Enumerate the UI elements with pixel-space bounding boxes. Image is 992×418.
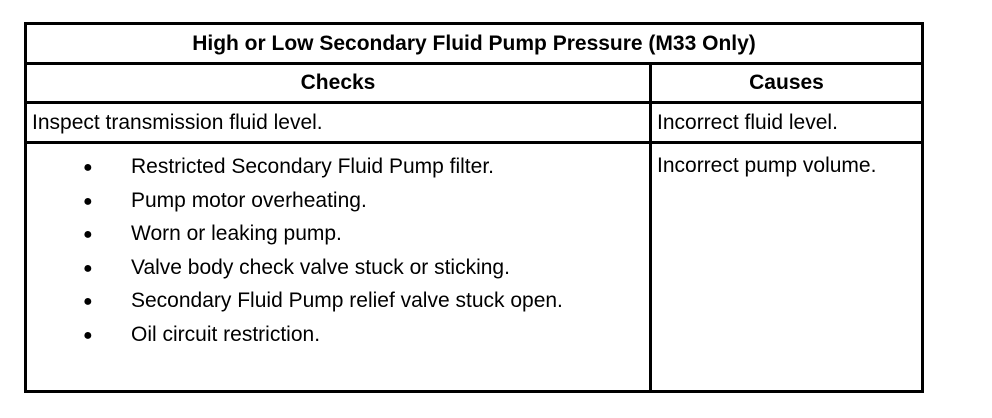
bullet-icon: ● [83, 159, 93, 176]
causes-header: Causes [749, 71, 824, 94]
bullet-icon: ● [83, 259, 93, 277]
table-row [27, 144, 921, 390]
cause-cell: Incorrect pump volume. [657, 154, 877, 177]
check-list [27, 156, 563, 357]
bullet-icon: ● [83, 326, 93, 344]
cause-cell: Incorrect fluid level. [657, 110, 838, 134]
bullet-icon: ● [83, 293, 93, 310]
list-item [27, 290, 563, 324]
check-cell: Inspect transmission fluid level. [27, 104, 652, 141]
list-item [27, 223, 563, 257]
checks-header: Checks [27, 65, 652, 101]
list-item-text: Pump motor overheating. [131, 188, 367, 212]
check-cell [27, 144, 652, 390]
header-row [27, 65, 921, 104]
list-item [27, 190, 563, 224]
list-item-text: Oil circuit restriction. [131, 322, 321, 346]
list-item-text: Restricted Secondary Fluid Pump filter. [131, 155, 494, 178]
diagnostic-table [24, 22, 924, 393]
list-item-text: Secondary Fluid Pump relief valve stuck open. [131, 289, 563, 312]
bullet-icon: ● [83, 192, 93, 210]
list-item [27, 156, 563, 190]
list-item-text: Valve body check valve stuck or sticking. [131, 255, 510, 279]
list-item-text: Worn or leaking pump. [131, 222, 342, 245]
table-title: High or Low Secondary Fluid Pump Pressure (M33 Only) [27, 25, 921, 65]
list-item [27, 324, 563, 358]
list-item [27, 257, 563, 291]
table-row [27, 104, 921, 144]
bullet-icon: ● [83, 226, 93, 243]
